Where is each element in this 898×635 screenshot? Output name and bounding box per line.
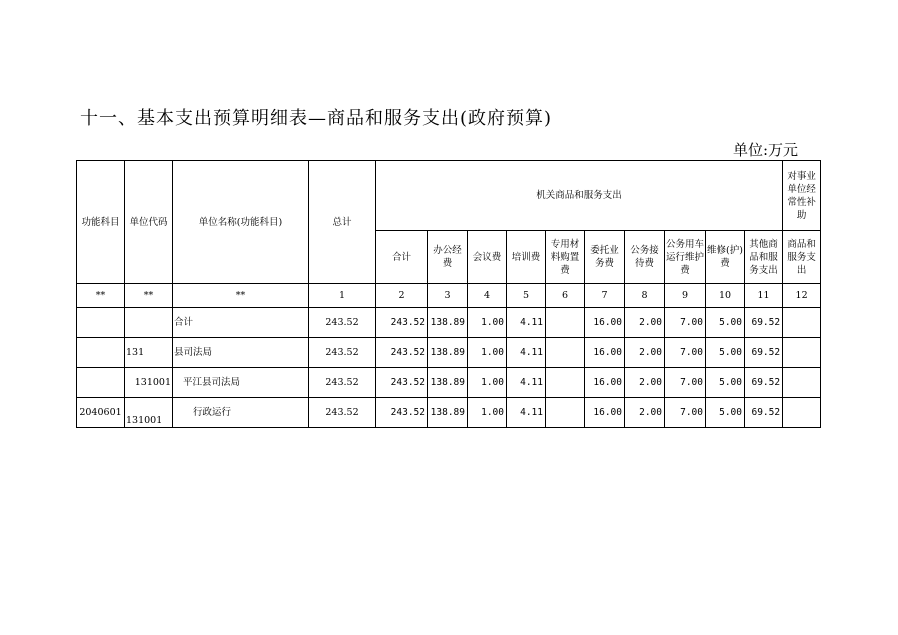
header-func-code: 功能科目 (77, 161, 125, 284)
value-cell: 4.11 (507, 368, 546, 398)
value-cell: 4.11 (507, 398, 546, 428)
value-cell: 1.00 (468, 368, 507, 398)
header-group-org: 机关商品和服务支出 (376, 161, 783, 231)
value-cell: 243.52 (376, 338, 428, 368)
value-cell: 5.00 (706, 308, 745, 338)
unit-name-cell: 县司法局 (173, 338, 309, 368)
value-cell: 16.00 (585, 398, 625, 428)
value-cell: 2.00 (625, 338, 665, 368)
header-total: 总计 (309, 161, 376, 284)
value-cell (546, 338, 585, 368)
unit-label: 单位:万元 (733, 141, 799, 159)
value-cell: 1.00 (468, 338, 507, 368)
value-cell: 7.00 (665, 308, 706, 338)
value-cell: 2.00 (625, 308, 665, 338)
index-cell: 4 (468, 284, 507, 308)
index-cell: 5 (507, 284, 546, 308)
value-cell (783, 338, 821, 368)
value-cell: 5.00 (706, 368, 745, 398)
index-cell: 2 (376, 284, 428, 308)
header-goods-services: 商品和服务支出 (783, 231, 821, 284)
func-code-cell: 2040601 (77, 398, 125, 428)
header-unit-code: 单位代码 (125, 161, 173, 284)
unit-name-cell: 合计 (173, 308, 309, 338)
index-cell: ** (173, 284, 309, 308)
table-row (77, 308, 821, 338)
total-cell: 243.52 (309, 368, 376, 398)
value-cell: 138.89 (428, 308, 468, 338)
index-cell: ** (77, 284, 125, 308)
value-cell (783, 398, 821, 428)
unit-code-cell: 131001 (125, 398, 173, 428)
unit-code-cell (125, 308, 173, 338)
value-cell (546, 398, 585, 428)
total-cell: 243.52 (309, 308, 376, 338)
header-reception: 公务接待费 (625, 231, 665, 284)
index-cell: 6 (546, 284, 585, 308)
value-cell: 4.11 (507, 338, 546, 368)
index-cell: ** (125, 284, 173, 308)
value-cell: 243.52 (376, 308, 428, 338)
header-meeting: 会议费 (468, 231, 507, 284)
value-cell: 7.00 (665, 398, 706, 428)
budget-table (76, 160, 821, 428)
unit-name-cell: 平江县司法局 (173, 368, 309, 398)
value-cell: 5.00 (706, 338, 745, 368)
value-cell (783, 308, 821, 338)
header-unit-name: 单位名称(功能科目) (173, 161, 309, 284)
index-cell: 7 (585, 284, 625, 308)
value-cell: 69.52 (745, 308, 783, 338)
header-training: 培训费 (507, 231, 546, 284)
value-cell (546, 368, 585, 398)
value-cell: 69.52 (745, 398, 783, 428)
value-cell (546, 308, 585, 338)
value-cell: 16.00 (585, 368, 625, 398)
index-cell: 12 (783, 284, 821, 308)
index-cell: 1 (309, 284, 376, 308)
index-cell: 8 (625, 284, 665, 308)
value-cell: 16.00 (585, 308, 625, 338)
value-cell: 7.00 (665, 338, 706, 368)
value-cell: 7.00 (665, 368, 706, 398)
total-cell: 243.52 (309, 338, 376, 368)
value-cell (783, 368, 821, 398)
table-row (77, 398, 821, 428)
value-cell: 5.00 (706, 398, 745, 428)
index-cell: 10 (706, 284, 745, 308)
table-row (77, 338, 821, 368)
unit-code-cell: 131001 (125, 368, 173, 398)
header-commissioned: 委托业务费 (585, 231, 625, 284)
value-cell: 1.00 (468, 398, 507, 428)
func-code-cell (77, 308, 125, 338)
header-sub-total: 合计 (376, 231, 428, 284)
header-other: 其他商品和服务支出 (745, 231, 783, 284)
header-vehicle: 公务用车运行维护费 (665, 231, 706, 284)
value-cell: 69.52 (745, 338, 783, 368)
value-cell: 138.89 (428, 338, 468, 368)
func-code-cell (77, 368, 125, 398)
value-cell: 2.00 (625, 398, 665, 428)
index-cell: 3 (428, 284, 468, 308)
index-cell: 11 (745, 284, 783, 308)
value-cell: 243.52 (376, 368, 428, 398)
header-materials: 专用材料购置费 (546, 231, 585, 284)
value-cell: 69.52 (745, 368, 783, 398)
func-code-cell (77, 338, 125, 368)
value-cell: 16.00 (585, 338, 625, 368)
table-row (77, 368, 821, 398)
unit-code-cell: 131 (125, 338, 173, 368)
value-cell: 1.00 (468, 308, 507, 338)
value-cell: 138.89 (428, 398, 468, 428)
header-repair: 维修(护)费 (706, 231, 745, 284)
index-row (77, 284, 821, 308)
index-cell: 9 (665, 284, 706, 308)
total-cell: 243.52 (309, 398, 376, 428)
value-cell: 2.00 (625, 368, 665, 398)
value-cell: 4.11 (507, 308, 546, 338)
page-title: 十一、基本支出预算明细表—商品和服务支出(政府预算) (80, 108, 553, 129)
header-office: 办公经费 (428, 231, 468, 284)
value-cell: 138.89 (428, 368, 468, 398)
unit-name-cell: 行政运行 (173, 398, 309, 428)
value-cell: 243.52 (376, 398, 428, 428)
header-group-sub: 对事业单位经常性补助 (783, 161, 821, 231)
